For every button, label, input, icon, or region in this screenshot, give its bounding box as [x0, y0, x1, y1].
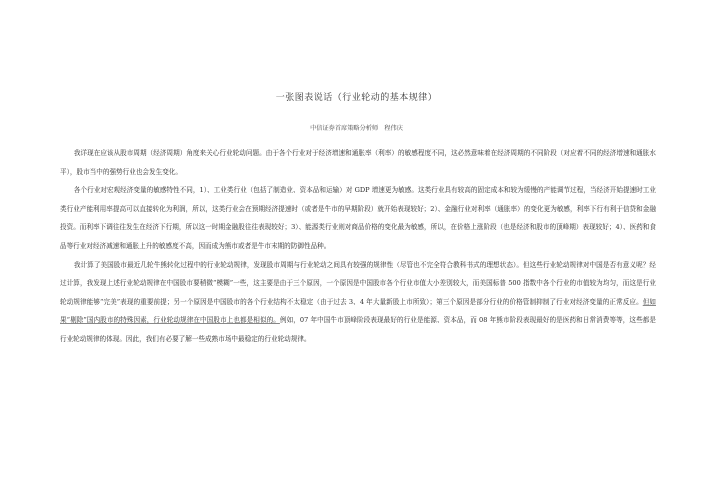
paragraph-3	[60, 256, 656, 349]
paragraph-2: 各个行业对宏观经济变量的敏感特性不同，1）、工业类行业（包括了制造业、资本品和运输）对 GDP 增速更为敏感。这类行业具有较高的固定成本和较为缓慢的产能调节过程，当经济开始提速时工业类行业产能利用率提高可以直接转化为利润，所以，这类行业会在预期经济提速时（或者是牛市的早期阶段）就开始表现较好；2）、金融行业对利率（通胀率）的变化更为敏感，利率下行有利于信贷和金融投资。而利率下调往往发生在经济下行期，所以这一时期金融股往往表现较好；3）、能源类行业则对商品价格的变化最为敏感，所以，在价格上涨阶段（也是经济和股市的顶峰期）表现较好；4）、医药和食品等行业对经济减速和通胀上升的敏感度不高，因而成为熊市或者是牛市末期的防御性品种。	[60, 186, 656, 250]
document-title: 一张图表说话（行业轮动的基本规律）	[275, 93, 438, 103]
underlined-sentence: 但如果“剔除”国内股市的特殊因素，行业轮动规律在中国股市上也都是相似的。	[60, 297, 656, 325]
paragraph-3-text-end: 例如，07 年中国牛市顶峰阶段表现最好的行业是能源、资本品，而 08 年熊市阶段表现最好的是医药和日常消费等等，这些都是行业轮动规律的体现。因此，我们有必要了解一些成熟市场中最稳定的行业轮动规律。	[60, 316, 656, 343]
document-body	[60, 144, 656, 349]
paragraph-1: 我详现在应该从股市周期（经济周期）角度来关心行业轮动问题。由于各个行业对于经济增速和通胀率（利率）的敏感程度不同，这必然意味着在经济周期的不同阶段（对应着不同的经济增速和通胀水平），股市当中的强势行业也会发生变化。	[60, 149, 656, 176]
author-byline: 中信证券首席策略分析师 程伟庆	[310, 125, 403, 132]
paragraph-3-text: 我计算了美国股市最近几轮牛熊转化过程中的行业轮动规律，发现股市周期与行业轮动之间具有较强的规律性（尽管也不完全符合教科书式的理想状态）。但这些行业轮动规律对中国是否有意义呢？经过计算，我发现上述行业轮动规律在中国股市要稍微“模糊”一些，这主要是由于三个原因，一个原因是中国股市各个行业市值大小差别较大，而美国标普 500 指数中各个行业的市值较为均匀，而这是行业轮动规律能够“完美”表现的重要前提；另一个原因是中国股市的各个行业结构不太稳定（由于过去 3、4 年大量新股上市所致）；第三个原因是部分行业的价格管制抑制了行业对经济变量的正常反应。	[60, 260, 656, 306]
